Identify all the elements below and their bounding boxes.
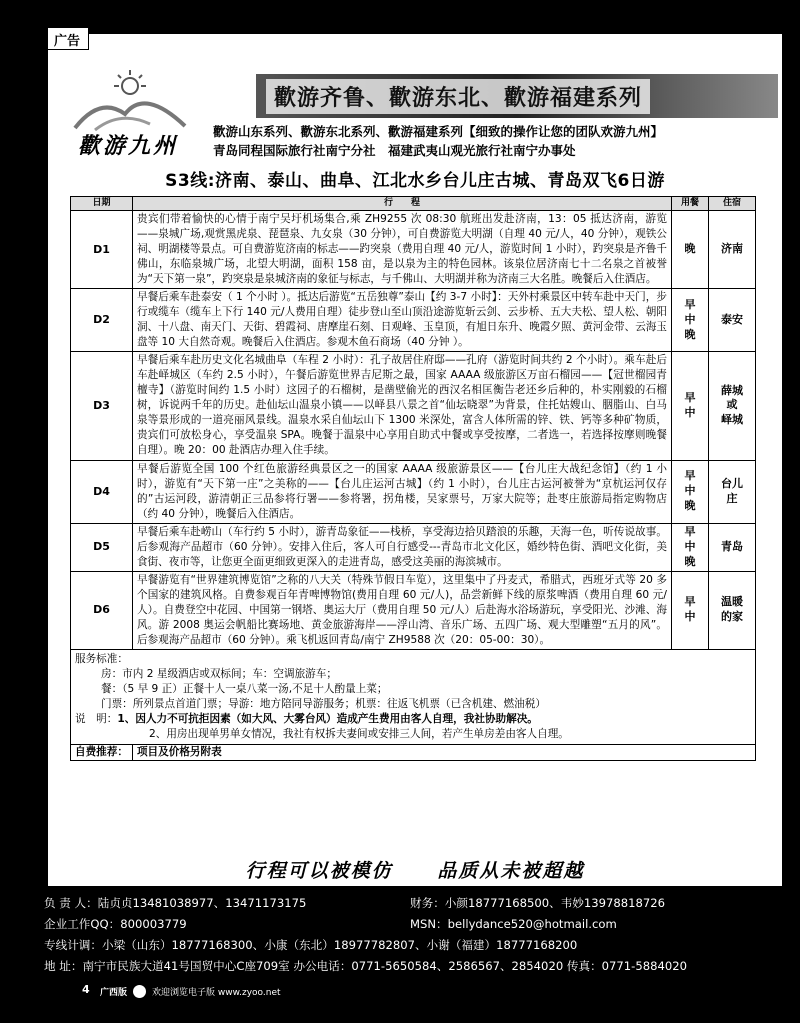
table-header-row: [71, 197, 756, 211]
day-meals: [672, 352, 709, 460]
ad-page: [48, 34, 782, 886]
hotel-item: 或: [726, 398, 738, 412]
hotline-contact: 专线计调：小梁（山东）18777168300、小康（东北）18977782807、小谢（福建）18777168200: [44, 938, 578, 952]
hotel-item: 峄城: [721, 413, 743, 427]
header-day: 日期: [71, 197, 133, 211]
day-description: 早餐游览有“世界建筑博览馆”之称的八大关（特殊节假日车览），这里集中了丹麦式，希腊式，西班牙式等 20 多个国家的建筑风格。自费参观百年青啤博物馆(费用自理 60 元/人)，品尝新鲜下线的原浆啤酒（费用自理 60 元/人）。自费登空中花园、中国第一钢塔、奥运大厅（费用自理 50 元/人）后赴海水浴场游玩，享受阳光、沙滩、海风。游 2008 奥运会帆船比赛场地、黄金旅游海岸——浮山湾、音乐广场、五四广场、观大型雕塑“五月的风”。后参观海产品超市（60 分钟）。乘飞机返回青岛/南宁 ZH9588 次（20：05-00：30）。: [132, 571, 671, 649]
table-row: [71, 571, 756, 649]
meal-item: 中: [684, 312, 696, 326]
table-row: [71, 460, 756, 523]
day-meals: [672, 460, 709, 523]
meal-item: 早: [684, 524, 696, 538]
itinerary-table: [70, 196, 756, 761]
meal-item: 早: [684, 297, 696, 311]
standards-line: 餐：（5 早 9 正）正餐十人一桌八菜一汤,不足十人酌量上菜；: [101, 682, 388, 695]
hotel-item: 台儿: [721, 476, 743, 490]
day-description: 贵宾们带着愉快的心情于南宁吴圩机场集合,乘 ZH9255 次 08:30 航班出发赴济南，13：05 抵达济南，游览——泉城广场,观赏黑虎泉、琵琶泉、九女泉（30 分钟），可自费游览大明湖（自理 40 元/人，40 分钟），观铁公祠、明湖楼等景点。可自费游览济南的标志——趵突泉（费用自理 40 元/人，游览时间 1 小时），趵突泉是齐鲁千佛山，东临泉城广场，北望大明湖，面积 158 亩，是以泉为主的特色园林。该泉位居济南七十二名泉之首被誉为“天下第一泉”，趵突泉是泉城济南的象征与标志，与千佛山、大明湖并称为济南三大名胜。晚餐后入住酒店。: [132, 211, 671, 289]
recommend-value: 项目及价格另附表: [132, 745, 755, 761]
day-label: D4: [71, 460, 133, 523]
hotel-item: 庄: [726, 491, 738, 505]
service-standards: [71, 649, 756, 744]
day-hotel: [709, 289, 756, 352]
day-label: D6: [71, 571, 133, 649]
brand-series-line: 歡游山东系列、歡游东北系列、歡游福建系列【细致的操作让您的团队欢游九州】: [213, 124, 664, 139]
hotel-item: 薛城: [721, 383, 743, 397]
publication-bar: [82, 985, 281, 998]
notes-label: 说 明：: [75, 713, 118, 725]
day-label: D1: [71, 211, 133, 289]
meal-item: 中: [684, 539, 696, 553]
day-description: 早餐后游览全国 100 个红色旅游经典景区之一的国家 AAAA 级旅游景区——【台儿庄大战纪念馆】（约 1 小时），游览有“天下第一庄”之美称的——【台儿庄运河古城】（约 1 小时），台儿庄古运河被誉为“京杭运河仅存的”古运河段，游清朝正三品参将行署——参将署，拐角楼，吴家票号，万家大院等；赴枣庄旅游局指定购物店（约 40 分钟），晚餐后入住酒店。: [132, 460, 671, 523]
day-description: 早餐后乘车赴历史文化名城曲阜（车程 2 小时）：孔子故居住府邸——孔府（游览时间共约 2 个小时）。乘车赴后车赴峄城区（车约 2.5 小时），午餐后游览世界吉尼斯之最，国家 AAAA 级旅游区万亩石榴园——【冠世榴园青檀寺】（游览时间约 1.5 小时）这园子的石榴树，是凿壁偷光的西汉名相匡衡告老还乡后种的，朴实刚毅的石榴树，诉说两千年的历史。赴仙坛山温泉小镇——以峄县八景之首“仙坛晓翠”为背景，住托姑嫂山、胭脂山、白马泉等景形成的一道亮丽风景线。温泉水采自仙坛山下 1300 米深处，富含人体所需的锌、铁、钙等多种矿物质，贵宾们可放松身心，享受温泉 SPA。晚餐于温泉中心享用自助式中餐或享受按摩，二者选一，若选择按摩则晚餐自理）。晚 20：00 赴酒店办理入住手续。: [132, 352, 671, 460]
day-hotel: [709, 211, 756, 289]
meal-item: 中: [684, 484, 696, 498]
qq-contact: 企业工作QQ：800003779: [44, 917, 187, 931]
msn-contact: MSN：bellydance520@hotmail.com: [410, 917, 617, 931]
meal-item: 晚: [684, 498, 696, 512]
slogan-part: 行程可以被模仿: [245, 860, 393, 882]
day-meals: [672, 211, 709, 289]
table-row: [71, 289, 756, 352]
publication-slogan: 欢迎浏览电子版 www.zyoo.net: [152, 988, 281, 998]
meal-item: 中: [684, 610, 696, 624]
series-banner: [256, 74, 778, 118]
page-number: 4: [82, 983, 90, 996]
standards-line: 门票：所列景点首道门票；导游：地方陪同导游服务；机票：往返飞机票（已含机建、燃油税）: [101, 697, 546, 710]
hotel-item: 的家: [721, 610, 743, 624]
table-row: [71, 352, 756, 460]
contact-footer: [44, 893, 784, 977]
table-row: [71, 211, 756, 289]
day-label: D2: [71, 289, 133, 352]
meal-item: 中: [684, 405, 696, 419]
standards-heading: 服务标准：: [75, 652, 128, 665]
hotel-item: 温暖: [721, 595, 743, 609]
day-meals: [672, 289, 709, 352]
hotel-item: 青岛: [721, 539, 743, 553]
day-label: D3: [71, 352, 133, 460]
day-label: D5: [71, 523, 133, 571]
meal-item: 晚: [684, 554, 696, 568]
service-standards-row: [71, 649, 756, 744]
manager-contact: 负 责 人：陆贞贞13481038977、13471173175: [44, 896, 307, 910]
meal-item: 早: [684, 391, 696, 405]
slogan-part: 品质从未被超越: [437, 860, 585, 882]
publication-logo-icon: [133, 985, 146, 998]
note-item: 2、用房出现单男单女情况，我社有权拆夫妻间或安排三人间，若产生单房差由客人自理。: [149, 728, 569, 741]
hotel-item: 济南: [721, 242, 743, 256]
recommend-row: [71, 745, 756, 761]
day-description: 早餐后乘车赴泰安（ 1 个小时 ）。抵达后游览“五岳独尊”泰山【约 3-7 小时】：天外村乘景区中转车赴中天门，步行或缆车（缆车上下行 140 元/人费用自理）徒步登山至山顶沿途游览斩云剑、云步桥、五大夫松、望人松、朝阳洞、十八盘、南天门、天街、碧霞祠、唐摩崖石刻、日观峰、玉皇顶，有旭日东升、晚霞夕照、黄河金带、云海玉盘等 10 大自然奇观。晚餐后入住酒店。参观木鱼石商场（40 分钟 ）。: [132, 289, 671, 352]
publication-edition: 广西版: [100, 988, 128, 998]
day-hotel: [709, 352, 756, 460]
address-contact: 地 址：南宁市民族大道41号国贸中心C座709室 办公电话：0771-5650584、2586567、2854020 传真：0771-5884020: [44, 959, 687, 973]
day-hotel: [709, 460, 756, 523]
day-hotel: [709, 571, 756, 649]
brand-logo-text: 歡游九州: [78, 133, 179, 159]
header-itinerary: 行 程: [132, 197, 671, 211]
meal-item: 早: [684, 469, 696, 483]
header-meal: 用餐: [672, 197, 709, 211]
route-title: S3线:济南、泰山、曲阜、江北水乡台儿庄古城、青岛双飞6日游: [165, 171, 665, 191]
hotel-item: 泰安: [721, 312, 743, 326]
header-hotel: 住宿: [709, 197, 756, 211]
note-item: 1、因人力不可抗拒因素（如大风、大雾台风）造成产生费用由客人自理，我社协助解决。: [117, 713, 538, 725]
brand-agencies-line: 青岛同程国际旅行社南宁分社 福建武夷山观光旅行社南宁办事处: [213, 143, 576, 158]
ad-label: 广告: [48, 28, 89, 50]
day-description: 早餐后乘车赴崂山（车行约 5 小时），游青岛象征——栈桥，享受海边拾贝踏浪的乐趣，天海一色，听传说故事。后参观海产品超市（60 分钟）。安排入住后，客人可自行感受---青岛市北文化区，婚纱特色街、酒吧文化街，美食街、夜市等，让您更全面更细致更深入的走进青岛，感受这美丽的海滨城市。: [132, 523, 671, 571]
day-meals: [672, 571, 709, 649]
standards-line: 房：市内 2 星级酒店或双标间；车：空调旅游车；: [101, 667, 337, 680]
table-row: [71, 523, 756, 571]
meal-item: 晚: [684, 327, 696, 341]
day-hotel: [709, 523, 756, 571]
meal-item: 早: [684, 595, 696, 609]
banner-title: 歡游齐鲁、歡游东北、歡游福建系列: [266, 79, 650, 114]
day-meals: [672, 523, 709, 571]
recommend-label: 自费推荐：: [71, 745, 133, 761]
finance-contact: 财务：小颜18777168500、韦妙13978818726: [410, 896, 666, 910]
slogan: [48, 856, 782, 883]
meal-item: 晚: [684, 242, 696, 256]
